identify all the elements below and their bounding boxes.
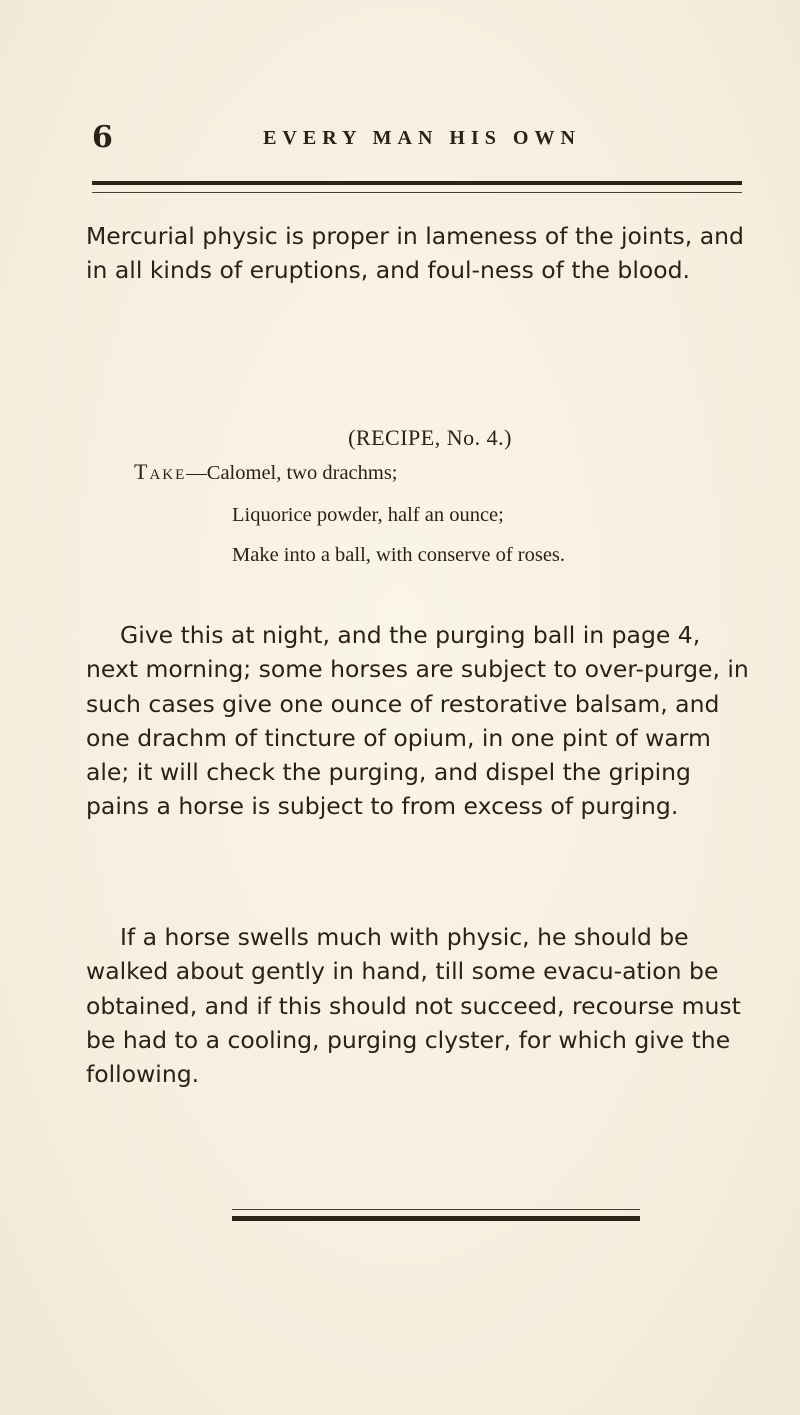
page-number: 6 (92, 120, 113, 155)
running-head (92, 118, 752, 158)
recipe-title: (RECIPE, No. 4.) (348, 425, 512, 450)
header-rule-thin (92, 192, 742, 193)
recipe-ingredient-calomel: —Calomel, two drachms; (186, 462, 398, 484)
recipe-line-liquorice: Liquorice powder, half an ounce; (232, 504, 504, 526)
recipe-line-make-ball: Make into a ball, with conserve of roses. (232, 544, 566, 566)
recipe-take-word: Take (134, 459, 187, 484)
footer-rule-thick (232, 1216, 640, 1221)
header-rule-thick (92, 181, 742, 185)
recipe-line-calomel (134, 458, 398, 487)
paragraph-give-at-night: Give this at night, and the purging ball in page 4, next morning; some horses are subject to over-purge, in such cases give one ounce of restorative balsam, and one drachm of tincture of opium, in one pint of warm ale; it will check the purging, and dispel the griping pains a horse is subject to from excess of purging. (86, 621, 749, 821)
paragraph-horse-swells: If a horse swells much with physic, he should be walked about gently in hand, till some evacu-ation be obtained, and if this should not succeed, recourse must be had to a cooling, purging clyster, for which give the following. (86, 923, 741, 1089)
footer-rule-thin (232, 1209, 640, 1210)
running-title: EVERY MAN HIS OWN (263, 127, 581, 149)
paragraph-mercurial-physic: Mercurial physic is proper in lameness of the joints, and in all kinds of eruptions, and foul-ness of the blood. (86, 222, 744, 285)
